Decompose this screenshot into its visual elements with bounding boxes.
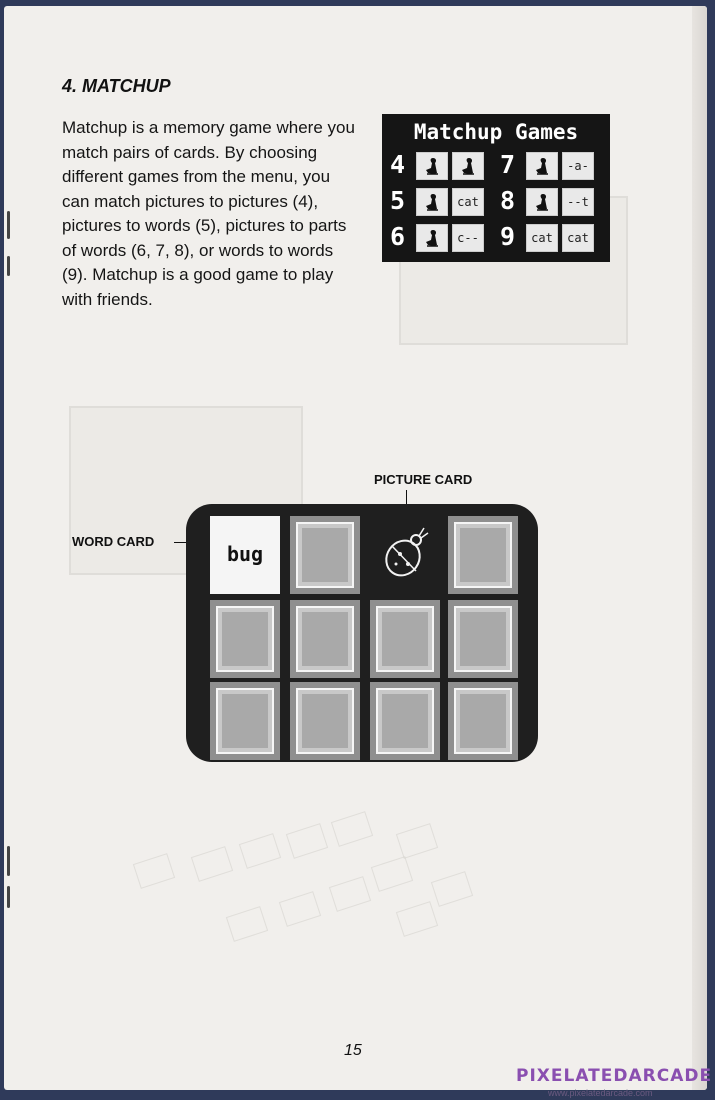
face-down-card [210, 682, 280, 760]
mini-word-card: cat [562, 224, 594, 252]
face-down-card [370, 682, 440, 760]
watermark-url: www.pixelatedarcade.com [548, 1088, 653, 1098]
word-card-pointer [174, 542, 186, 543]
bird-icon [416, 188, 448, 216]
menu-option-5 [390, 186, 490, 216]
mini-word-card: c-- [452, 224, 484, 252]
word-card [210, 516, 280, 594]
word-card-text: bug [226, 542, 264, 566]
face-down-card [290, 682, 360, 760]
binding-hole [7, 846, 10, 876]
watermark-brand: PIXELATEDARCADE [516, 1066, 713, 1086]
bleed-through-card [239, 833, 281, 869]
bleed-through-card [279, 891, 321, 927]
bleed-through-card [431, 871, 473, 907]
bird-icon [416, 152, 448, 180]
binding-hole [7, 886, 10, 908]
binding-hole [7, 256, 10, 276]
bleed-through-card [133, 853, 175, 889]
menu-option-number: 9 [500, 222, 516, 251]
bird-icon [526, 152, 558, 180]
face-down-card [290, 516, 360, 594]
menu-option-number: 8 [500, 186, 516, 215]
mini-word-card: --t [562, 188, 594, 216]
menu-option-9 [500, 222, 600, 252]
bleed-through-card [191, 846, 233, 882]
face-down-card [370, 600, 440, 678]
face-down-card [448, 682, 518, 760]
bleed-through-card [329, 876, 371, 912]
menu-option-8 [500, 186, 600, 216]
menu-option-number: 6 [390, 222, 406, 251]
page-fold-shadow [692, 6, 707, 1090]
picture-card [370, 516, 440, 594]
page-number: 15 [344, 1042, 362, 1059]
mini-word-card: cat [526, 224, 558, 252]
face-down-card [448, 600, 518, 678]
binding-hole [7, 211, 10, 239]
face-down-card [290, 600, 360, 678]
bird-icon [452, 152, 484, 180]
bird-icon [526, 188, 558, 216]
matchup-menu-screen [382, 114, 610, 262]
menu-option-number: 4 [390, 150, 406, 179]
game-screen [186, 504, 538, 762]
ladybug-icon [370, 516, 440, 594]
bird-icon [416, 224, 448, 252]
menu-option-7 [500, 150, 600, 180]
mini-word-card: -a- [562, 152, 594, 180]
section-heading: 4. MATCHUP [62, 76, 171, 96]
menu-option-4 [390, 150, 490, 180]
face-down-card [448, 516, 518, 594]
bleed-through-card [226, 906, 268, 942]
bleed-through-card [286, 823, 328, 859]
word-card-label: WORD CARD [72, 534, 155, 549]
intro-paragraph: Matchup is a memory game where you match pairs of cards. By choosing different games from the menu, you can match pictures to pictures (4), pictures to words (5), pictures to parts of words (6, 7, 8), or words to words (9). Matchup is a good game to play with friends. [62, 118, 355, 309]
bleed-through-card [331, 811, 373, 847]
manual-page [4, 6, 707, 1090]
menu-option-number: 7 [500, 150, 516, 179]
mini-word-card: cat [452, 188, 484, 216]
face-down-card [210, 600, 280, 678]
menu-title: Matchup Games [413, 120, 579, 144]
menu-option-6 [390, 222, 490, 252]
bleed-through-card [396, 901, 438, 937]
picture-card-label: PICTURE CARD [374, 472, 473, 487]
picture-card-pointer [406, 490, 407, 504]
bleed-through-card [396, 823, 438, 859]
menu-option-number: 5 [390, 186, 406, 215]
bleed-through-card [371, 856, 413, 892]
